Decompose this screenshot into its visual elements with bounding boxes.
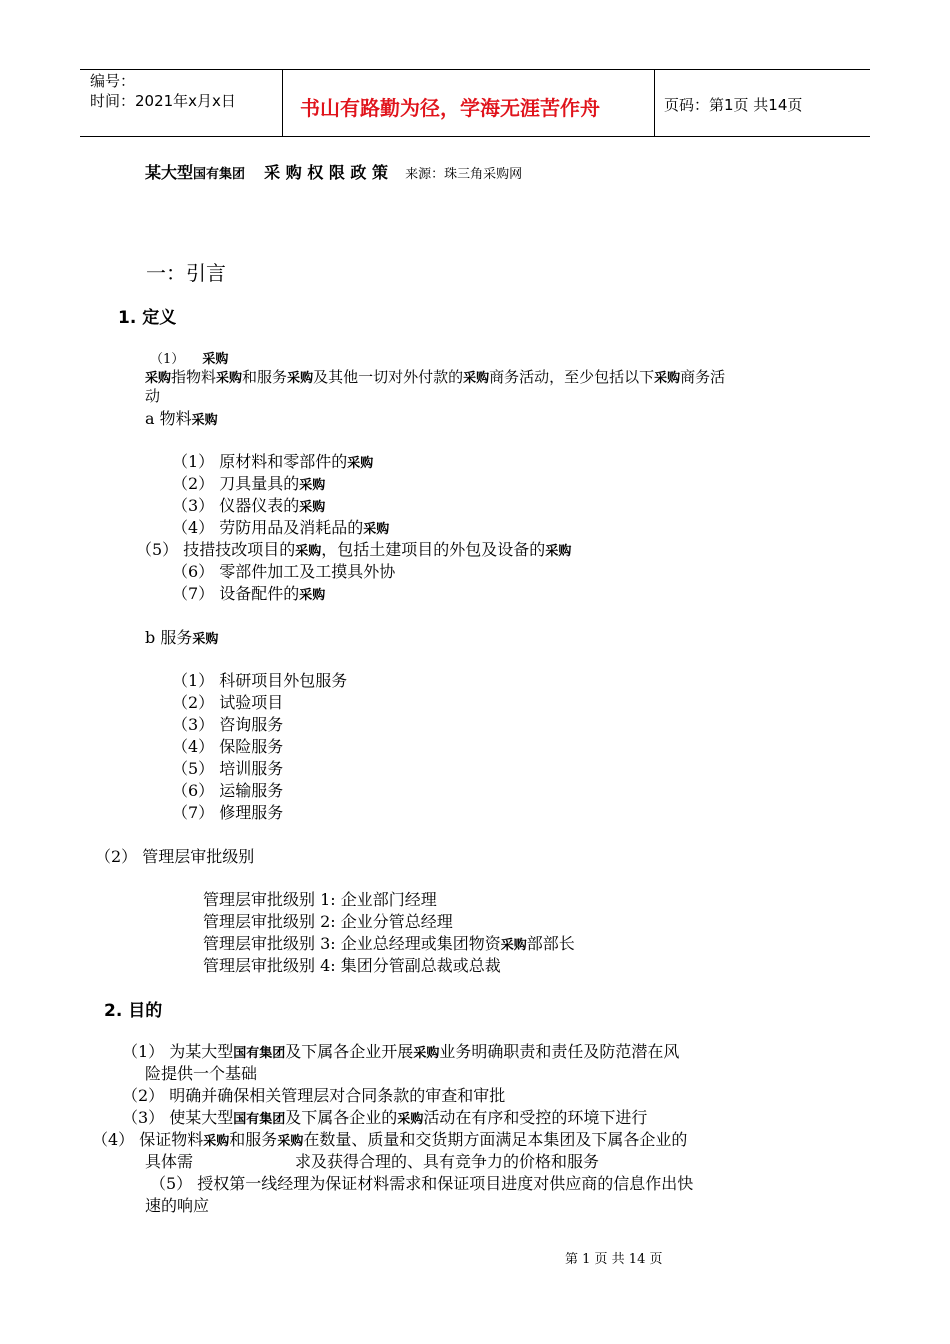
definition-title: 1. 定义 — [118, 308, 177, 328]
text-run: 管理层审批级别 2: 企业分管总经理 — [203, 912, 453, 931]
text-run: （2） 刀具量具的 — [172, 474, 300, 493]
material-item — [172, 581, 325, 604]
purpose-item4-line1 — [92, 1127, 687, 1150]
service-item: （4） 保险服务 — [172, 737, 284, 756]
management-level — [203, 887, 437, 910]
header-date-label: 时间：2021年x月x日 — [90, 92, 236, 110]
text-run: 管理层审批级别 3: 企业总经理或集团物资 — [203, 934, 501, 953]
purpose-item5-line1: （5） 授权第一线经理为保证材料需求和保证项目进度对供应商的信息作出快 — [150, 1174, 694, 1193]
bold-term: 采购 — [347, 456, 374, 471]
bold-term: 采购 — [295, 544, 322, 559]
footer-page-number: 第 1 页 共 14 页 — [565, 1252, 663, 1267]
service-item: （1） 科研项目外包服务 — [172, 671, 348, 690]
text-run: 在数量、质量和交货期方面满足本集团及下属各企业的 — [303, 1130, 688, 1149]
management-level — [203, 909, 453, 932]
bold-term: 国有集团 — [233, 1046, 286, 1061]
bold-term: 采购 — [192, 632, 219, 647]
text-run: 及下属各企业开展 — [285, 1042, 414, 1061]
service-item: （6） 运输服务 — [172, 781, 284, 800]
bold-term: 采购 — [463, 371, 490, 386]
text-run: 及下属各企业的 — [285, 1108, 398, 1127]
purpose-title: 2. 目的 — [104, 1001, 163, 1021]
bold-term: 采购 — [413, 1046, 440, 1061]
bold-term: 采购 — [654, 371, 681, 386]
def-item1-num: （1） — [150, 352, 185, 367]
material-item — [172, 471, 325, 494]
text-run: （7） 设备配件的 — [172, 584, 300, 603]
header-top-rule — [80, 69, 870, 70]
material-item — [172, 493, 325, 516]
text-run: （5） 技措技改项目的 — [136, 540, 296, 559]
text-run: a 物料 — [145, 409, 192, 428]
bold-term: 采购 — [191, 413, 218, 428]
text-run: 及其他一切对外付款的 — [313, 368, 464, 386]
material-item — [172, 559, 395, 582]
text-run: 部部长 — [526, 934, 575, 953]
text-run: （1） 原材料和零部件的 — [172, 452, 348, 471]
purpose-item4-line2a: 具体需 — [145, 1152, 194, 1171]
purpose-item1-line2: 险提供一个基础 — [145, 1064, 258, 1083]
text-run: （4） 保证物料 — [92, 1130, 204, 1149]
text-run: （3） 仪器仪表的 — [172, 496, 300, 515]
material-procurement-title — [145, 406, 218, 429]
text-run: 商务活 — [680, 368, 726, 386]
bold-term: 采购 — [299, 500, 326, 515]
title-prefix: 某大型 — [145, 163, 194, 182]
management-level — [203, 931, 575, 954]
text-run: 和服务 — [229, 1130, 278, 1149]
document-title — [145, 160, 522, 183]
title-source: 来源：珠三角采购网 — [405, 167, 523, 182]
purpose-item2: （2） 明确并确保相关管理层对合同条款的审查和审批 — [122, 1086, 506, 1105]
section1-heading: 一：引言 — [146, 261, 226, 285]
header-divider-left — [282, 69, 283, 136]
def-item1 — [150, 348, 228, 367]
text-run: 业务明确职责和责任及防范潜在风 — [439, 1042, 680, 1061]
bold-term: 采购 — [216, 371, 243, 386]
def-paragraph-line1 — [145, 366, 725, 387]
service-item: （2） 试验项目 — [172, 693, 284, 712]
text-run: 和服务 — [242, 368, 288, 386]
bold-term: 采购 — [397, 1112, 424, 1127]
text-run: （6） 零部件加工及工摸具外协 — [172, 562, 396, 581]
bold-term: 采购 — [145, 371, 172, 386]
service-procurement-title — [145, 625, 218, 648]
text-run: ，包括土建项目的外包及设备的 — [321, 540, 546, 559]
text-run: （3） 使某大型 — [122, 1108, 234, 1127]
def-paragraph-line2: 动 — [145, 387, 161, 405]
bold-term: 采购 — [277, 1134, 304, 1149]
bold-term: 采购 — [299, 478, 326, 493]
material-item — [172, 515, 389, 538]
purpose-item4-line2 — [145, 1149, 599, 1172]
header-number-label: 编号： — [90, 72, 136, 90]
purpose-item3 — [122, 1105, 647, 1128]
text-run: 指物料 — [171, 368, 217, 386]
title-org: 国有集团 — [193, 167, 246, 182]
management-approval-title: （2） 管理层审批级别 — [95, 847, 255, 866]
header-bottom-rule — [80, 136, 870, 137]
service-item: （7） 修理服务 — [172, 803, 284, 822]
text-run: 管理层审批级别 4: 集团分管副总裁或总裁 — [203, 956, 501, 975]
text-run: 活动在有序和受控的环境下进行 — [423, 1108, 648, 1127]
bold-term: 采购 — [500, 938, 527, 953]
purpose-item5-line2: 速的响应 — [145, 1196, 210, 1215]
bold-term: 采购 — [287, 371, 314, 386]
service-item: （3） 咨询服务 — [172, 715, 284, 734]
header-divider-right — [654, 69, 655, 136]
bold-term: 采购 — [363, 522, 390, 537]
title-main: 采 购 权 限 政 策 — [264, 163, 388, 182]
text-run: （4） 劳防用品及消耗品的 — [172, 518, 364, 537]
text-run: （1） 为某大型 — [122, 1042, 234, 1061]
text-run: b 服务 — [145, 628, 193, 647]
bold-term: 国有集团 — [233, 1112, 286, 1127]
text-run: 商务活动，至少包括以下 — [489, 368, 655, 386]
purpose-item4-line2b: 求及获得合理的、具有竞争力的价格和服务 — [295, 1152, 600, 1171]
management-level — [203, 953, 501, 976]
bold-term: 采购 — [299, 588, 326, 603]
service-item: （5） 培训服务 — [172, 759, 284, 778]
purpose-item1-line1 — [122, 1039, 679, 1062]
text-run: 管理层审批级别 1: 企业部门经理 — [203, 890, 437, 909]
def-item1-title: 采购 — [202, 352, 229, 367]
header-page-label: 页码：第1页 共14页 — [664, 96, 803, 114]
material-item — [172, 449, 373, 472]
bold-term: 采购 — [203, 1134, 230, 1149]
material-item — [136, 537, 571, 560]
header-motto: 书山有路勤为径，学海无涯苦作舟 — [300, 96, 600, 120]
bold-term: 采购 — [545, 544, 572, 559]
